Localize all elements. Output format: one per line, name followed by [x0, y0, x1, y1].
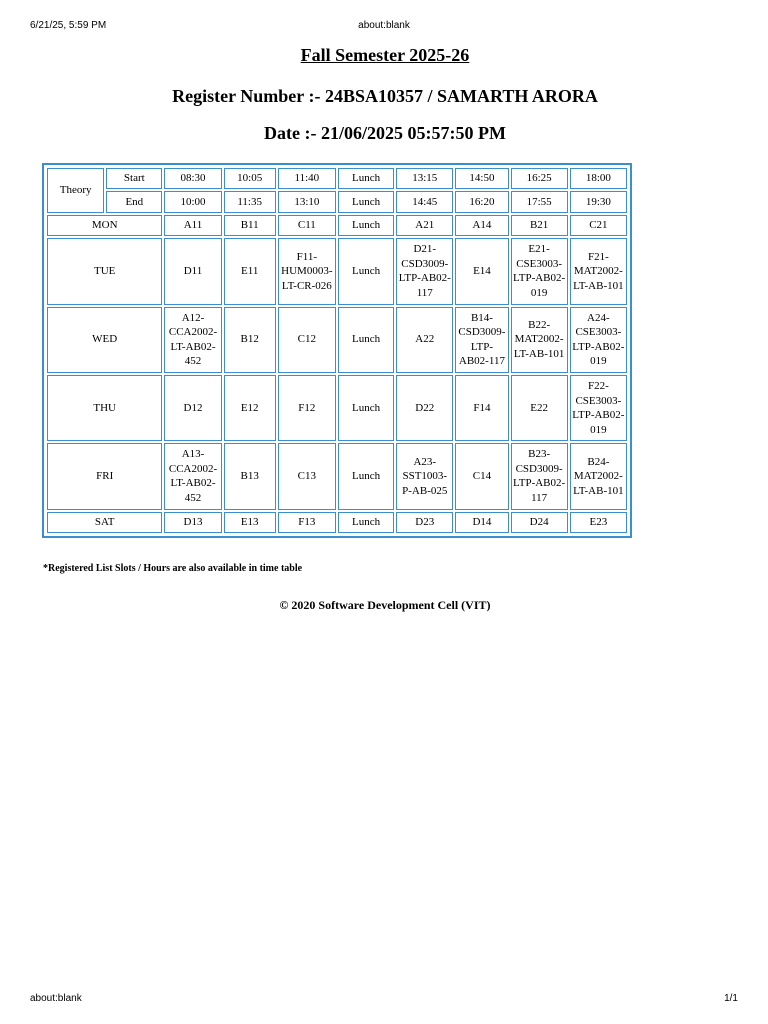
- end-time-cell: 17:55: [511, 191, 568, 212]
- slot-cell: A12-CCA2002-LT-AB02-452: [164, 307, 221, 373]
- slot-cell: B24-MAT2002-LT-AB-101: [570, 443, 627, 509]
- timetable-start-row: [47, 168, 627, 189]
- start-time-cell: 11:40: [278, 168, 336, 189]
- timetable: [45, 166, 629, 535]
- slot-cell: B14-CSD3009-LTP-AB02-117: [455, 307, 508, 373]
- timetable-body: [47, 168, 627, 533]
- slot-cell: A24-CSE3003-LTP-AB02-019: [570, 307, 627, 373]
- slot-cell: B13: [224, 443, 276, 509]
- slot-cell: C21: [570, 215, 627, 236]
- slot-cell: B23-CSD3009-LTP-AB02-117: [511, 443, 568, 509]
- slot-cell: D21-CSD3009-LTP-AB02-117: [396, 238, 453, 304]
- day-label: TUE: [47, 238, 162, 304]
- registered-slots-note: *Registered List Slots / Hours are also available in time table: [43, 563, 303, 574]
- end-time-cell: 16:20: [455, 191, 508, 212]
- slot-cell: C13: [278, 443, 336, 509]
- slot-cell: A21: [396, 215, 453, 236]
- timetable-row-sat: [47, 512, 627, 533]
- slot-cell: Lunch: [338, 512, 394, 533]
- print-page-number: 1/1: [724, 993, 738, 1004]
- start-time-cell: 08:30: [164, 168, 221, 189]
- start-time-cell: 13:15: [396, 168, 453, 189]
- timetable-row-fri: [47, 443, 627, 509]
- date-line: Date :- 21/06/2025 05:57:50 PM: [264, 123, 506, 143]
- slot-cell: E14: [455, 238, 508, 304]
- slot-cell: E11: [224, 238, 276, 304]
- slot-cell: D11: [164, 238, 221, 304]
- slot-cell: E23: [570, 512, 627, 533]
- theory-label: Theory: [47, 168, 104, 213]
- slot-cell: B11: [224, 215, 276, 236]
- timetable-container: [42, 163, 632, 538]
- start-label: Start: [106, 168, 162, 189]
- end-time-cell: 14:45: [396, 191, 453, 212]
- end-time-cell: 13:10: [278, 191, 336, 212]
- slot-cell: Lunch: [338, 307, 394, 373]
- slot-cell: C11: [278, 215, 336, 236]
- copyright-footer: © 2020 Software Development Cell (VIT): [279, 598, 491, 612]
- timetable-row-mon: [47, 215, 627, 236]
- slot-cell: D14: [455, 512, 508, 533]
- slot-cell: E22: [511, 375, 568, 441]
- slot-cell: B12: [224, 307, 276, 373]
- slot-cell: E13: [224, 512, 276, 533]
- slot-cell: A14: [455, 215, 508, 236]
- day-label: FRI: [47, 443, 162, 509]
- slot-cell: F12: [278, 375, 336, 441]
- start-time-cell: 18:00: [570, 168, 627, 189]
- slot-cell: Lunch: [338, 443, 394, 509]
- start-time-cell: 10:05: [224, 168, 276, 189]
- slot-cell: E21-CSE3003-LTP-AB02-019: [511, 238, 568, 304]
- end-time-cell: Lunch: [338, 191, 394, 212]
- slot-cell: C14: [455, 443, 508, 509]
- slot-cell: D13: [164, 512, 221, 533]
- end-time-cell: 10:00: [164, 191, 221, 212]
- start-time-cell: 14:50: [455, 168, 508, 189]
- print-datetime: 6/21/25, 5:59 PM: [30, 20, 107, 31]
- timetable-row-thu: [47, 375, 627, 441]
- slot-cell: B21: [511, 215, 568, 236]
- slot-cell: Lunch: [338, 375, 394, 441]
- slot-cell: F21-MAT2002-LT-AB-101: [570, 238, 627, 304]
- slot-cell: B22-MAT2002-LT-AB-101: [511, 307, 568, 373]
- day-label: THU: [47, 375, 162, 441]
- end-time-cell: 19:30: [570, 191, 627, 212]
- timetable-row-wed: [47, 307, 627, 373]
- slot-cell: D23: [396, 512, 453, 533]
- slot-cell: A13-CCA2002-LT-AB02-452: [164, 443, 221, 509]
- slot-cell: F11-HUM0003-LT-CR-026: [278, 238, 336, 304]
- timetable-row-tue: [47, 238, 627, 304]
- slot-cell: Lunch: [338, 215, 394, 236]
- slot-cell: F13: [278, 512, 336, 533]
- slot-cell: A23-SST1003-P-AB-025: [396, 443, 453, 509]
- slot-cell: F22-CSE3003-LTP-AB02-019: [570, 375, 627, 441]
- start-time-cell: Lunch: [338, 168, 394, 189]
- slot-cell: F14: [455, 375, 508, 441]
- slot-cell: D24: [511, 512, 568, 533]
- slot-cell: A22: [396, 307, 453, 373]
- end-time-cell: 11:35: [224, 191, 276, 212]
- print-footer-url: about:blank: [30, 993, 82, 1004]
- register-number-line: Register Number :- 24BSA10357 / SAMARTH ARORA: [172, 86, 598, 106]
- slot-cell: E12: [224, 375, 276, 441]
- slot-cell: Lunch: [338, 238, 394, 304]
- semester-title: Fall Semester 2025-26: [300, 45, 470, 65]
- slot-cell: A11: [164, 215, 221, 236]
- slot-cell: C12: [278, 307, 336, 373]
- day-label: MON: [47, 215, 162, 236]
- print-header-url: about:blank: [358, 20, 410, 31]
- day-label: WED: [47, 307, 162, 373]
- slot-cell: D22: [396, 375, 453, 441]
- start-time-cell: 16:25: [511, 168, 568, 189]
- timetable-end-row: [47, 191, 627, 212]
- day-label: SAT: [47, 512, 162, 533]
- end-label: End: [106, 191, 162, 212]
- slot-cell: D12: [164, 375, 221, 441]
